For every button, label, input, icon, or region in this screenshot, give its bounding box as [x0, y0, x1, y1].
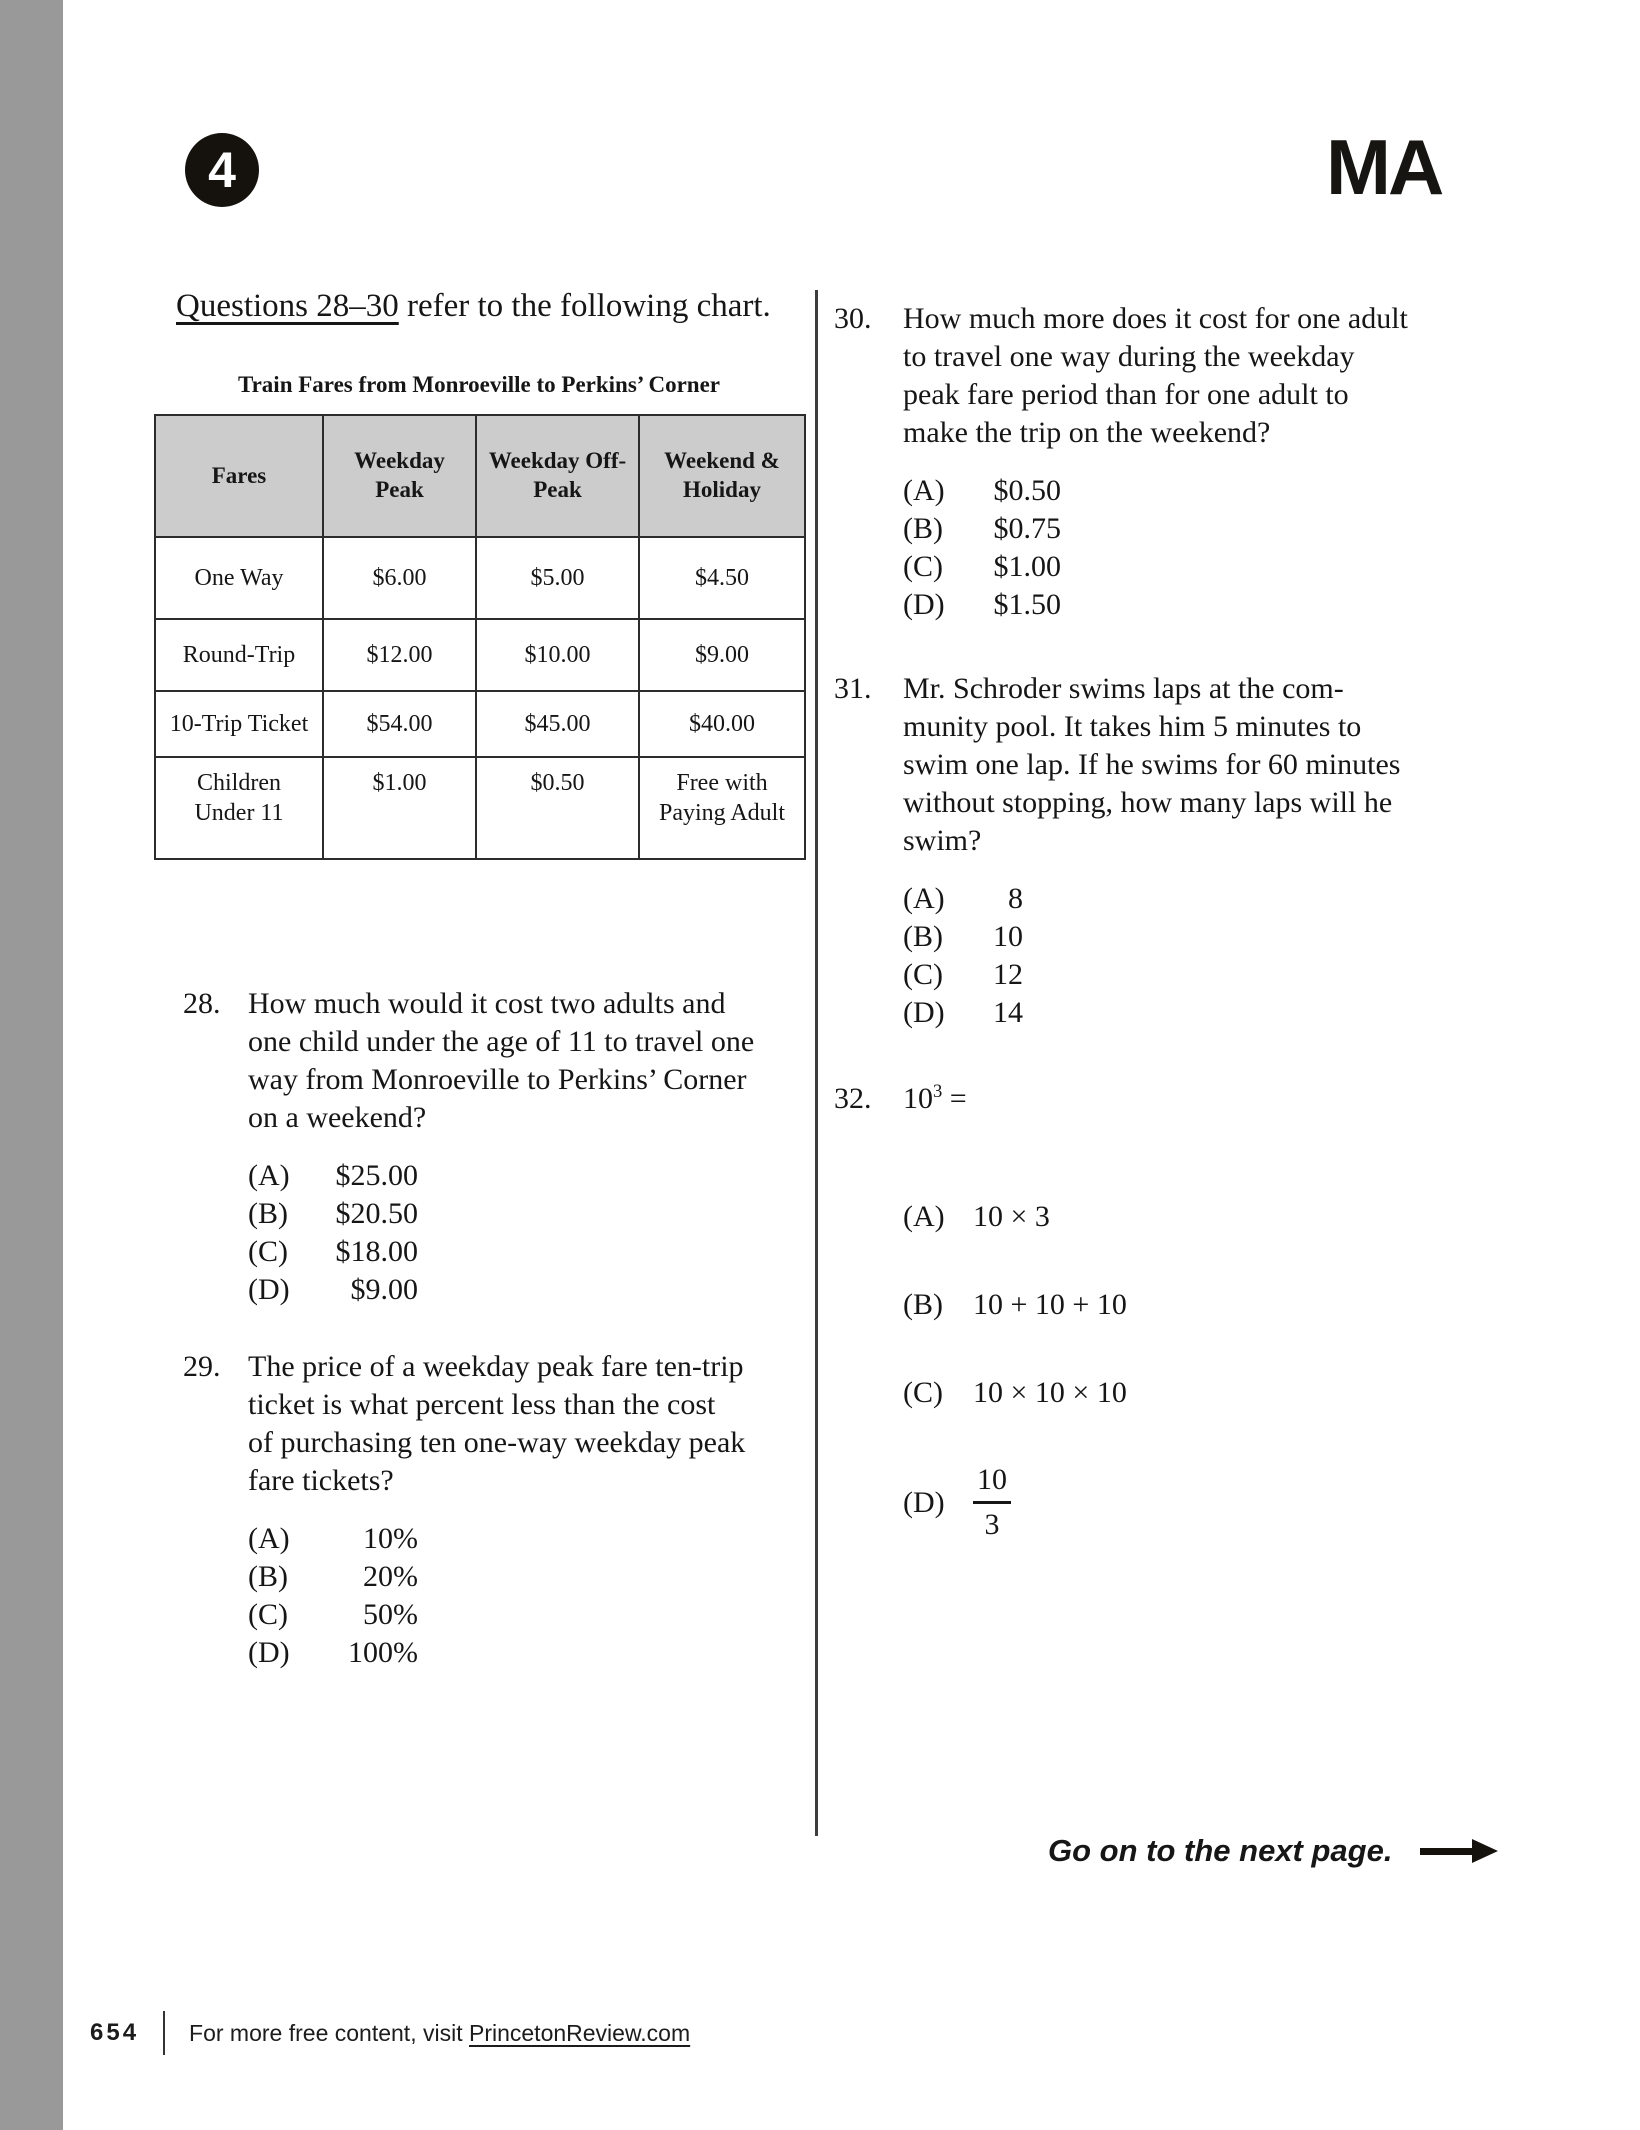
question-line: peak fare period than for one adult to: [903, 378, 1349, 411]
go-on-text: Go on to the next page.: [1048, 1833, 1393, 1868]
question-math-stem: [903, 1080, 967, 1118]
question-line: How much would it cost two adults and: [248, 987, 726, 1020]
question-line: The price of a weekday peak fare ten-trip: [248, 1350, 744, 1383]
question-line: to travel one way during the weekday: [903, 340, 1355, 373]
table-header-cell: Weekday Off-Peak: [476, 415, 639, 537]
choice-label: (B): [903, 512, 943, 545]
question-29: [183, 1348, 745, 1672]
choice-label: (B): [248, 1560, 288, 1593]
choice-row: [248, 1634, 745, 1672]
question-number: 28.: [183, 987, 221, 1020]
question-31: [834, 670, 1400, 1032]
fare-table-title: Train Fares from Monroeville to Perkins’ Corner: [237, 372, 721, 397]
question-28: [183, 985, 754, 1309]
choice-value: 100%: [348, 1636, 418, 1669]
question-line: way from Monroeville to Perkins’ Corner: [248, 1063, 747, 1096]
question-stem: [903, 300, 1408, 452]
choice-label: (C): [903, 1376, 943, 1409]
choice-label: (C): [903, 550, 943, 583]
choice-label: (D): [903, 996, 945, 1029]
footer-text: [189, 2020, 690, 2047]
choice-row: [903, 956, 1400, 994]
choice-row: [248, 1520, 745, 1558]
choice-row: [248, 1596, 745, 1634]
fraction-value: [973, 1462, 1011, 1543]
choice-row: [248, 1195, 754, 1233]
question-line: one child under the age of 11 to travel one: [248, 1025, 755, 1058]
table-header-cell: Fares: [155, 415, 323, 537]
question-number: 29.: [183, 1350, 221, 1383]
question-stem: [248, 985, 754, 1137]
choice-row: [903, 510, 1408, 548]
choice-row: [903, 548, 1408, 586]
question-30: [834, 300, 1408, 624]
choice-value: 10 + 10 + 10: [973, 1288, 1127, 1321]
question-line: of purchasing ten one-way weekday peak: [248, 1426, 746, 1459]
intro-rest: refer to the following chart.: [398, 288, 771, 324]
intro-underlined-range: Questions 28–30: [176, 288, 399, 324]
table-cell: $9.00: [639, 619, 805, 691]
choice-label: (A): [903, 882, 945, 915]
choice-value: 10 × 10 × 10: [973, 1376, 1127, 1409]
table-cell: $0.50: [476, 757, 639, 859]
next-page-arrow-icon: [1420, 1839, 1498, 1863]
question-number: 31.: [834, 672, 872, 705]
math-exponent: 3: [933, 1081, 943, 1102]
choice-row: [248, 1157, 754, 1195]
choice-row: [248, 1558, 745, 1596]
question-stem: [903, 1080, 967, 1118]
page-number: 654: [90, 2019, 140, 2046]
go-on-instruction: [1048, 1833, 1498, 1869]
choice-row: [903, 1286, 1127, 1324]
table-cell: $45.00: [476, 691, 639, 757]
choice-value: $9.00: [350, 1273, 418, 1306]
question-line: swim one lap. If he swims for 60 minutes: [903, 748, 1401, 781]
table-row: [155, 691, 805, 757]
fare-table: [154, 414, 806, 860]
choice-value: 12: [993, 958, 1023, 991]
choice-row: [903, 1374, 1127, 1412]
footer-divider: [163, 2011, 165, 2055]
table-cell: Children Under 11: [155, 757, 323, 859]
subject-code: MA: [1326, 123, 1442, 211]
choice-label: (C): [903, 958, 943, 991]
choice-label: (A): [248, 1159, 290, 1192]
question-stem: [248, 1348, 745, 1500]
table-cell: Round-Trip: [155, 619, 323, 691]
choice-list: [248, 1520, 745, 1672]
table-cell: $54.00: [323, 691, 476, 757]
choice-row: [903, 994, 1400, 1032]
choice-value: $0.50: [993, 474, 1061, 507]
table-cell: $4.50: [639, 537, 805, 619]
question-number: 32.: [834, 1082, 872, 1115]
column-divider: [815, 290, 818, 1836]
choice-row: [903, 586, 1408, 624]
section-number: 4: [208, 142, 236, 198]
footer-promo-text: For more free content, visit: [189, 2019, 463, 2046]
choice-value: $20.50: [335, 1197, 418, 1230]
choice-row: [248, 1233, 754, 1271]
choice-value: 10: [993, 920, 1023, 953]
table-cell: One Way: [155, 537, 323, 619]
intro-heading: [176, 288, 771, 325]
choice-value: 14: [993, 996, 1023, 1029]
math-equals: =: [949, 1082, 967, 1115]
question-line: ticket is what percent less than the cost: [248, 1388, 716, 1421]
question-line: Mr. Schroder swims laps at the com-: [903, 672, 1344, 705]
table-header-cell: Weekday Peak: [323, 415, 476, 537]
question-line: on a weekend?: [248, 1101, 427, 1134]
choice-list: [903, 880, 1400, 1032]
choice-value: 50%: [363, 1598, 418, 1631]
choice-row: [903, 1462, 1127, 1543]
table-cell: $5.00: [476, 537, 639, 619]
choice-value: 10 × 3: [973, 1200, 1050, 1233]
table-cell: $10.00: [476, 619, 639, 691]
question-stem: [903, 670, 1400, 860]
question-32: [834, 1080, 1127, 1593]
choice-value: $1.50: [993, 588, 1061, 621]
choice-label: (C): [248, 1598, 288, 1631]
choice-label: (A): [903, 1200, 945, 1233]
question-number: 30.: [834, 302, 872, 335]
choice-label: (D): [903, 588, 945, 621]
table-row: [155, 537, 805, 619]
choice-row: [903, 1198, 1127, 1236]
table-row: [155, 619, 805, 691]
table-cell: $6.00: [323, 537, 476, 619]
question-line: munity pool. It takes him 5 minutes to: [903, 710, 1362, 743]
choice-value: 10%: [363, 1522, 418, 1555]
table-cell: $1.00: [323, 757, 476, 859]
choice-value: 8: [1008, 882, 1023, 915]
choice-label: (D): [248, 1636, 290, 1669]
choice-row: [903, 918, 1400, 956]
choice-list: [248, 1157, 754, 1309]
section-badge: [185, 133, 259, 207]
math-base: 10: [903, 1082, 933, 1115]
page-footer: [90, 2010, 690, 2056]
footer-link[interactable]: PrincetonReview.com: [468, 2019, 691, 2046]
table-header-row: [155, 415, 805, 537]
fraction-numerator: 10: [973, 1462, 1011, 1504]
table-cell: 10-Trip Ticket: [155, 691, 323, 757]
choice-row: [248, 1271, 754, 1309]
choice-label: (D): [248, 1273, 290, 1306]
table-cell: Free with Paying Adult: [639, 757, 805, 859]
table-row: [155, 757, 805, 859]
fare-chart-block: [154, 372, 804, 860]
choice-label: (C): [248, 1235, 288, 1268]
table-cell: $40.00: [639, 691, 805, 757]
question-line: How much more does it cost for one adult: [903, 302, 1408, 335]
question-line: swim?: [903, 824, 982, 857]
choice-label: (B): [248, 1197, 288, 1230]
choice-value: $18.00: [335, 1235, 418, 1268]
choice-value: $25.00: [335, 1159, 418, 1192]
choice-list: [903, 472, 1408, 624]
choice-row: [903, 880, 1400, 918]
choice-label: (D): [903, 1485, 945, 1519]
fraction-denominator: 3: [984, 1508, 1000, 1541]
choice-row: [903, 472, 1408, 510]
question-line: fare tickets?: [248, 1464, 394, 1497]
choice-list: [903, 1198, 1127, 1543]
choice-label: (B): [903, 1288, 943, 1321]
choice-value: 20%: [363, 1560, 418, 1593]
page-edge-bar: [0, 0, 63, 2130]
table-cell: $12.00: [323, 619, 476, 691]
choice-label: (A): [903, 474, 945, 507]
choice-value: $1.00: [993, 550, 1061, 583]
choice-label: (B): [903, 920, 943, 953]
choice-value: $0.75: [993, 512, 1061, 545]
choice-label: (A): [248, 1522, 290, 1555]
question-line: without stopping, how many laps will he: [903, 786, 1393, 819]
question-line: make the trip on the weekend?: [903, 416, 1271, 449]
table-header-cell: Weekend & Holiday: [639, 415, 805, 537]
